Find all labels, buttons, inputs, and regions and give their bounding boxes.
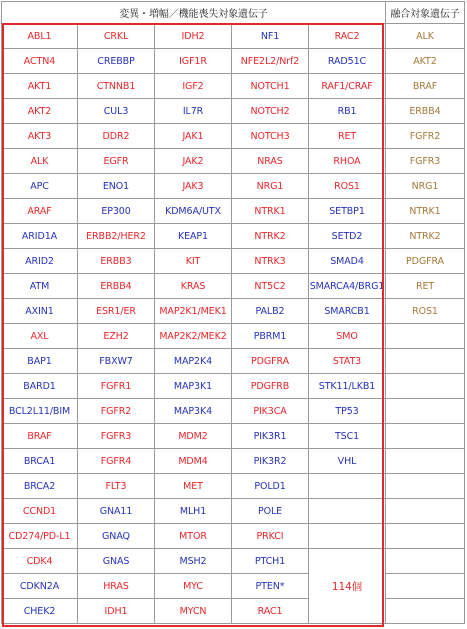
gene-cell: POLD1 <box>232 474 309 499</box>
gene-cell: EGFR <box>78 149 155 174</box>
gene-cell: KIT <box>155 249 232 274</box>
gene-cell: KRAS <box>155 274 232 299</box>
fusion-gene-cell: NTRK1 <box>386 199 465 224</box>
gene-cell: MLH1 <box>155 499 232 524</box>
fusion-gene-cell <box>386 374 465 399</box>
gene-cell: AKT3 <box>2 124 78 149</box>
gene-cell: APC <box>2 174 78 199</box>
gene-cell: IDH1 <box>78 599 155 624</box>
gene-cell: ARID1A <box>2 224 78 249</box>
gene-cell: RAC2 <box>309 24 386 49</box>
gene-cell: CTNNB1 <box>78 74 155 99</box>
gene-cell: FGFR4 <box>78 449 155 474</box>
gene-cell: PTEN* <box>232 574 309 599</box>
gene-cell: NFE2L2/Nrf2 <box>232 49 309 74</box>
gene-cell: NRAS <box>232 149 309 174</box>
fusion-gene-cell: AKT2 <box>386 49 465 74</box>
gene-cell: NT5C2 <box>232 274 309 299</box>
gene-cell: ARID2 <box>2 249 78 274</box>
fusion-gene-cell <box>386 324 465 349</box>
fusion-gene-cell <box>386 574 465 599</box>
gene-cell: ATM <box>2 274 78 299</box>
gene-cell: PIK3R1 <box>232 424 309 449</box>
gene-cell: RAC1 <box>232 599 309 624</box>
gene-cell: VHL <box>309 449 386 474</box>
gene-cell: IL7R <box>155 99 232 124</box>
gene-cell: NOTCH2 <box>232 99 309 124</box>
gene-cell: CCND1 <box>2 499 78 524</box>
gene-cell: JAK1 <box>155 124 232 149</box>
gene-cell: AKT1 <box>2 74 78 99</box>
gene-cell: NTRK3 <box>232 249 309 274</box>
gene-cell: PRKCI <box>232 524 309 549</box>
gene-cell: SETD2 <box>309 224 386 249</box>
gene-cell: NRG1 <box>232 174 309 199</box>
gene-cell: AKT2 <box>2 99 78 124</box>
gene-cell: TP53 <box>309 399 386 424</box>
gene-cell: NTRK2 <box>232 224 309 249</box>
gene-cell: SMARCA4/BRG1 <box>309 274 386 299</box>
gene-cell: STK11/LKB1 <box>309 374 386 399</box>
gene-cell: EZH2 <box>78 324 155 349</box>
gene-cell: CUL3 <box>78 99 155 124</box>
gene-cell: MAP2K4 <box>155 349 232 374</box>
fusion-gene-cell <box>386 549 465 574</box>
gene-cell: ABL1 <box>2 24 78 49</box>
gene-cell: MYCN <box>155 599 232 624</box>
table-row <box>2 424 465 449</box>
gene-table-body <box>2 24 465 624</box>
gene-cell: RET <box>309 124 386 149</box>
gene-cell: CDK4 <box>2 549 78 574</box>
gene-cell: FBXW7 <box>78 349 155 374</box>
fusion-gene-cell <box>386 449 465 474</box>
fusion-gene-cell: NRG1 <box>386 174 465 199</box>
fusion-gene-cell <box>386 474 465 499</box>
gene-cell <box>309 474 386 499</box>
table-row <box>2 449 465 474</box>
table-row <box>2 174 465 199</box>
mutation-genes-header: 変異・増幅／機能喪失対象遺伝子 <box>2 2 386 24</box>
fusion-gene-cell: ALK <box>386 24 465 49</box>
gene-cell: ACTN4 <box>2 49 78 74</box>
gene-cell: AXIN1 <box>2 299 78 324</box>
table-row <box>2 349 465 374</box>
gene-cell: BAP1 <box>2 349 78 374</box>
gene-cell: SMARCB1 <box>309 299 386 324</box>
gene-cell: CDKN2A <box>2 574 78 599</box>
gene-cell: IDH2 <box>155 24 232 49</box>
fusion-gene-cell: FGFR2 <box>386 124 465 149</box>
gene-cell: MDM2 <box>155 424 232 449</box>
gene-cell: FGFR1 <box>78 374 155 399</box>
gene-cell: MAP3K4 <box>155 399 232 424</box>
gene-cell: MTOR <box>155 524 232 549</box>
gene-cell: ENO1 <box>78 174 155 199</box>
fusion-gene-cell <box>386 499 465 524</box>
gene-cell <box>309 524 386 549</box>
table-row <box>2 599 465 624</box>
gene-cell: PIK3R2 <box>232 449 309 474</box>
gene-cell: PDGFRA <box>232 349 309 374</box>
gene-cell: POLE <box>232 499 309 524</box>
fusion-gene-cell: NTRK2 <box>386 224 465 249</box>
gene-cell: ERBB3 <box>78 249 155 274</box>
fusion-genes-header: 融合対象遺伝子 <box>386 2 465 24</box>
table-row <box>2 274 465 299</box>
gene-cell: TSC1 <box>309 424 386 449</box>
table-row <box>2 49 465 74</box>
gene-cell: JAK2 <box>155 149 232 174</box>
table-row <box>2 324 465 349</box>
table-row <box>2 224 465 249</box>
gene-cell: EP300 <box>78 199 155 224</box>
table-row <box>2 124 465 149</box>
gene-cell <box>309 499 386 524</box>
fusion-gene-cell <box>386 349 465 374</box>
fusion-gene-cell <box>386 524 465 549</box>
table-row <box>2 99 465 124</box>
gene-cell: KEAP1 <box>155 224 232 249</box>
gene-cell: ESR1/ER <box>78 299 155 324</box>
gene-cell: RAF1/CRAF <box>309 74 386 99</box>
gene-cell: NTRK1 <box>232 199 309 224</box>
gene-cell: RHOA <box>309 149 386 174</box>
fusion-gene-cell: RET <box>386 274 465 299</box>
gene-cell: MDM4 <box>155 449 232 474</box>
gene-cell: ROS1 <box>309 174 386 199</box>
gene-cell: PBRM1 <box>232 324 309 349</box>
gene-cell: MET <box>155 474 232 499</box>
gene-cell: MAP3K1 <box>155 374 232 399</box>
gene-cell: ARAF <box>2 199 78 224</box>
gene-cell: MSH2 <box>155 549 232 574</box>
gene-cell: GNAS <box>78 549 155 574</box>
table-row <box>2 24 465 49</box>
gene-cell: DDR2 <box>78 124 155 149</box>
gene-cell: IGF1R <box>155 49 232 74</box>
gene-cell: NOTCH1 <box>232 74 309 99</box>
gene-cell: CRKL <box>78 24 155 49</box>
gene-cell: PDGFRB <box>232 374 309 399</box>
gene-cell: NF1 <box>232 24 309 49</box>
gene-cell: MAP2K2/MEK2 <box>155 324 232 349</box>
fusion-gene-cell <box>386 599 465 624</box>
gene-cell: FGFR3 <box>78 424 155 449</box>
fusion-gene-cell: FGFR3 <box>386 149 465 174</box>
fusion-gene-cell <box>386 399 465 424</box>
gene-cell: KDM6A/UTX <box>155 199 232 224</box>
gene-cell: FGFR2 <box>78 399 155 424</box>
gene-cell: BARD1 <box>2 374 78 399</box>
gene-cell: IGF2 <box>155 74 232 99</box>
gene-cell: MYC <box>155 574 232 599</box>
table-row <box>2 374 465 399</box>
gene-cell: GNA11 <box>78 499 155 524</box>
table-row <box>2 524 465 549</box>
gene-cell: NOTCH3 <box>232 124 309 149</box>
gene-cell: RAD51C <box>309 49 386 74</box>
gene-cell: RB1 <box>309 99 386 124</box>
table-row <box>2 149 465 174</box>
gene-cell: CREBBP <box>78 49 155 74</box>
table-row <box>2 199 465 224</box>
gene-cell: MAP2K1/MEK1 <box>155 299 232 324</box>
gene-cell: CD274/PD-L1 <box>2 524 78 549</box>
fusion-gene-cell: ROS1 <box>386 299 465 324</box>
gene-cell: PIK3CA <box>232 399 309 424</box>
gene-cell: JAK3 <box>155 174 232 199</box>
gene-cell: SETBP1 <box>309 199 386 224</box>
gene-count-label: 114個 <box>309 549 386 624</box>
gene-cell: GNAQ <box>78 524 155 549</box>
fusion-gene-cell: ERBB4 <box>386 99 465 124</box>
gene-cell: ERBB2/HER2 <box>78 224 155 249</box>
gene-cell: BRCA1 <box>2 449 78 474</box>
gene-cell: CHEK2 <box>2 599 78 624</box>
gene-cell: BRCA2 <box>2 474 78 499</box>
fusion-gene-cell: BRAF <box>386 74 465 99</box>
gene-cell: BCL2L11/BIM <box>2 399 78 424</box>
gene-cell: SMO <box>309 324 386 349</box>
gene-cell: STAT3 <box>309 349 386 374</box>
gene-cell: HRAS <box>78 574 155 599</box>
table-row <box>2 299 465 324</box>
gene-cell: PALB2 <box>232 299 309 324</box>
table-row <box>2 474 465 499</box>
table-row <box>2 249 465 274</box>
fusion-gene-cell: PDGFRA <box>386 249 465 274</box>
table-row <box>2 74 465 99</box>
gene-cell: PTCH1 <box>232 549 309 574</box>
gene-cell: FLT3 <box>78 474 155 499</box>
gene-table <box>1 1 465 624</box>
gene-cell: AXL <box>2 324 78 349</box>
gene-cell: BRAF <box>2 424 78 449</box>
table-row <box>2 499 465 524</box>
gene-cell: ERBB4 <box>78 274 155 299</box>
gene-cell: ALK <box>2 149 78 174</box>
gene-cell: SMAD4 <box>309 249 386 274</box>
fusion-gene-cell <box>386 424 465 449</box>
table-row <box>2 549 465 574</box>
table-row <box>2 574 465 599</box>
table-row <box>2 399 465 424</box>
